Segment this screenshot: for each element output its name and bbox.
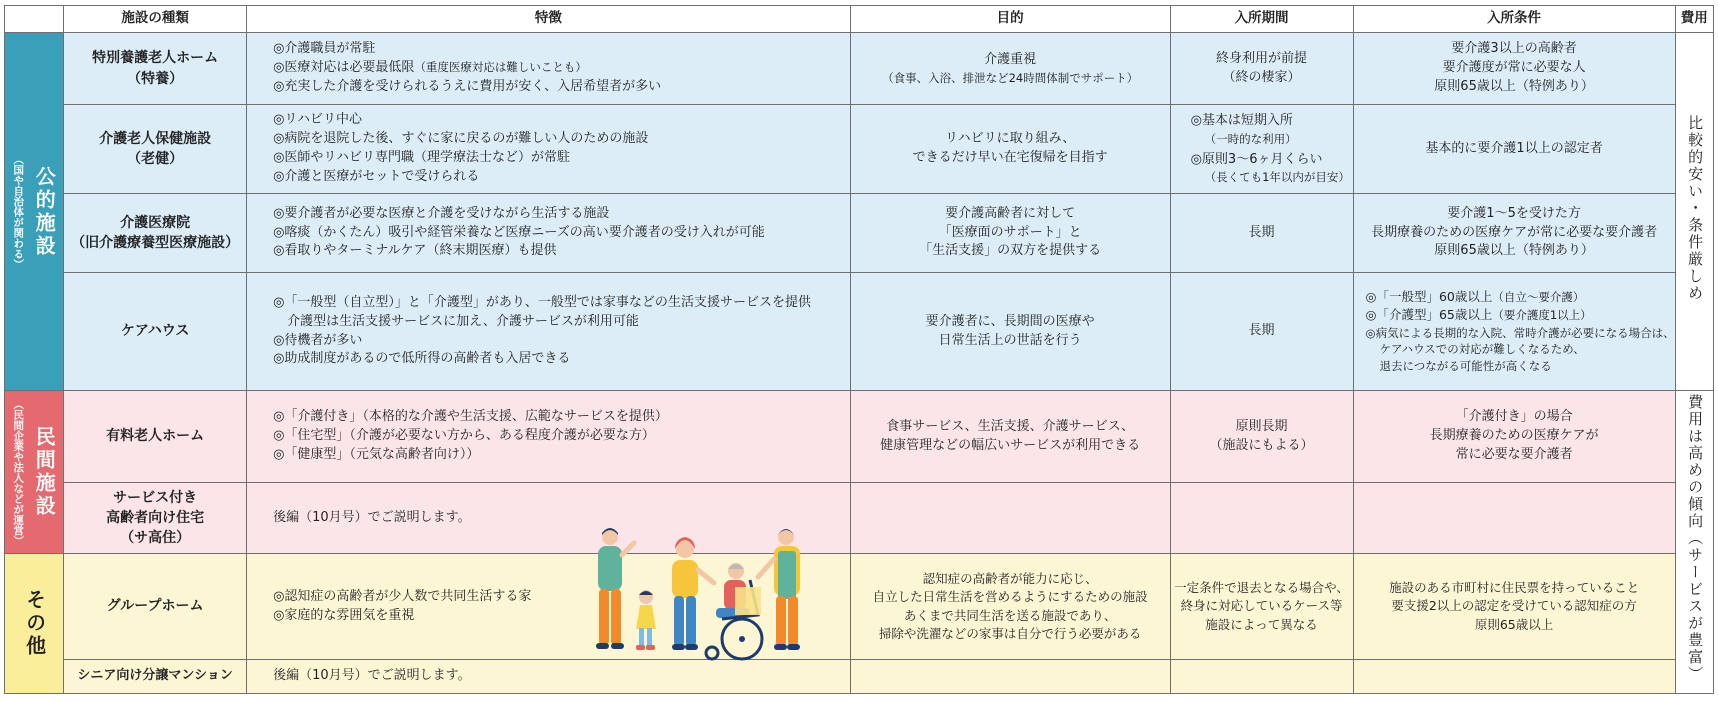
period-cell (1170, 194, 1353, 273)
condition-line: 要支援2以上の認定を受けている認知症の方 (1391, 598, 1637, 614)
cost-private (1675, 391, 1713, 694)
feature-item: ◎要介護者が必要な医療と介護を受けながら生活する施設 (273, 205, 610, 221)
period-line: （施設にもよる） (1209, 437, 1314, 453)
condition-line: 原則65歳以上 (1474, 616, 1554, 632)
conditions-cell (1353, 660, 1675, 694)
elder-wheelchair-figure (706, 563, 762, 659)
header-conditions: 入所条件 (1353, 6, 1675, 33)
condition-line: 要介護度が常に必要な人 (1442, 60, 1586, 76)
facility-name-line: 特別養護老人ホーム (92, 50, 219, 67)
purpose-line: 「医療面のサポート」と (938, 224, 1082, 240)
facility-comparison-table-wrap (4, 5, 1714, 699)
condition-line: 「介護付き」の場合 (1455, 409, 1573, 425)
feature-item: ◎充実した介護を受けられるうえに費用が安く、入居希望者が多い (273, 78, 662, 94)
features-cell (247, 391, 851, 483)
purpose-cell (850, 33, 1170, 105)
cost-public-text: 比較的安い・条件厳しめ (1686, 114, 1705, 302)
feature-item: ◎「介護付き」（本格的な介護や生活支援、広範なサービスを提供） (273, 409, 668, 425)
conditions-cell (1353, 194, 1675, 273)
facility-name (64, 273, 247, 391)
facility-name-line: 有料老人ホーム (106, 428, 205, 445)
features-cell (247, 194, 851, 273)
purpose-line: 健康管理などの幅広いサービスが利用できる (880, 437, 1141, 453)
man-figure (596, 528, 634, 649)
condition-text: ◎「介護型」65歳以上 (1365, 307, 1493, 323)
condition-text: ◎「一般型」60歳以上 (1365, 289, 1493, 305)
feature-item: ◎医師やリハビリ専門職（理学療法士など）が常駐 (273, 150, 571, 165)
facility-name-line: グループホーム (106, 598, 204, 615)
feature-item: 後編（10月号）でご説明します。 (273, 668, 471, 684)
header-cost: 費用 (1675, 6, 1713, 33)
feature-item: ◎介護職員が常駐 (273, 41, 376, 57)
facility-name (64, 33, 247, 105)
conditions-cell (1353, 483, 1675, 554)
feature-item (273, 59, 844, 78)
purpose-line: あくまで共同生活を送る施設であり、 (903, 607, 1117, 623)
row-roken (5, 105, 1714, 194)
feature-item: ◎喀痰（かくたん）吸引や経管栄養など医療ニーズの高い要介護者の受け入れが可能 (273, 224, 765, 240)
header-features: 特徴 (247, 6, 851, 33)
feature-item: ◎病院を退院した後、すぐに家に戻るのが難しい人のための施設 (273, 131, 649, 147)
category-public-sub: （国や自治体が関わる） (12, 153, 25, 270)
purpose-cell (850, 554, 1170, 660)
purpose-cell (850, 660, 1170, 694)
header-row (5, 6, 1714, 33)
purpose-line: 要介護高齢者に対して (945, 205, 1076, 221)
facility-name (64, 194, 247, 273)
condition-line: 要介護1～5を受けた方 (1447, 205, 1581, 221)
category-public-label: 公的施設 (32, 165, 57, 258)
facility-name (64, 660, 247, 694)
period-cell (1170, 33, 1353, 105)
period-line: 終身利用が前提 (1216, 50, 1308, 66)
condition-line (1366, 288, 1675, 306)
feature-item: ◎家庭的な雰囲気を重視 (273, 607, 415, 623)
feature-item-cont: 介護型は生活支援サービスに加え、介護サービスが利用可能 (287, 313, 639, 329)
facility-name-line: 介護老人保健施設 (99, 130, 212, 147)
condition-line: ◎病気による長期的な入院、常時介護が必要になる場合は、 (1365, 325, 1675, 340)
period-line: 原則長期 (1235, 418, 1288, 434)
purpose-cell (850, 391, 1170, 483)
feature-item: ◎待機者が多い (273, 332, 363, 348)
facility-name (64, 105, 247, 194)
condition-line (1366, 306, 1675, 324)
category-other (5, 554, 64, 694)
category-private-label: 民間施設 (32, 426, 57, 518)
period-line: 長期 (1248, 224, 1275, 240)
conditions-cell (1353, 391, 1675, 483)
condition-line: 施設のある市町村に住民票を持っていること (1389, 580, 1640, 596)
facility-name (64, 483, 247, 554)
condition-line: 基本的に要介護1以上の認定者 (1425, 140, 1603, 156)
caregiver-figure (758, 529, 800, 650)
features-cell (247, 105, 851, 194)
purpose-line: 掃除や洗濯などの家事は自分で行う必要がある (878, 625, 1142, 641)
facility-name-line: 介護医療院 (120, 214, 191, 231)
category-private (5, 391, 64, 554)
purpose-line: 介護重視 (984, 51, 1037, 67)
purpose-line: リハビリに取り組み、 (944, 131, 1076, 147)
period-cell (1170, 660, 1353, 694)
condition-line: 原則65歳以上（特例あり） (1434, 243, 1594, 259)
header-type: 施設の種類 (64, 6, 247, 33)
facility-name-line: サービス付き (113, 489, 198, 506)
purpose-cell (850, 194, 1170, 273)
feature-note: （重度医療対応は難しいことも） (414, 60, 587, 75)
facility-name (64, 391, 247, 483)
purpose-line: 要介護者に、長期間の医療や (925, 313, 1095, 329)
feature-item: ◎「住宅型」（介護が必要ない方から、ある程度介護が必要な方） (273, 428, 655, 444)
condition-line: 原則65歳以上（特例あり） (1434, 78, 1594, 94)
period-line: 長期 (1248, 323, 1275, 339)
features-cell (247, 33, 851, 105)
facility-name-line: ケアハウス (120, 323, 190, 340)
purpose-line: できるだけ早い在宅復帰を目指す (912, 150, 1108, 165)
condition-note: （要介護度1以上） (1492, 308, 1592, 323)
cost-public (1675, 33, 1713, 391)
period-cell (1170, 554, 1353, 660)
conditions-cell (1353, 33, 1675, 105)
facility-name-line: シニア向け分譲マンション (77, 668, 233, 684)
period-line: 一定条件で退去となる場合や、 (1174, 580, 1349, 596)
condition-line: 長期療養のための医療ケアが (1429, 428, 1599, 444)
purpose-cell (850, 273, 1170, 391)
feature-text: ◎医療対応は必要最低限 (273, 60, 415, 76)
feature-item: ◎リハビリ中心 (273, 112, 363, 128)
condition-line: 長期療養のための医療ケアが常に必要な要介護者 (1371, 224, 1658, 240)
header-purpose: 目的 (850, 6, 1170, 33)
period-cell (1170, 105, 1353, 194)
facility-name (64, 554, 247, 660)
feature-item: ◎「一般型（自立型）」と「介護型」があり、一般型では家事などの生活支援サービスを提供 (273, 294, 811, 310)
header-period: 入所期間 (1170, 6, 1353, 33)
category-other-label: その他 (22, 589, 47, 658)
period-note: （一時的な利用） (1204, 131, 1297, 146)
child-figure (636, 590, 656, 650)
condition-note: （自立～要介護） (1492, 290, 1585, 305)
period-cell (1170, 483, 1353, 554)
feature-item: ◎看取りやターミナルケア（終末期医療）も提供 (273, 243, 557, 259)
row-iryoin (5, 194, 1714, 273)
row-carehouse (5, 273, 1714, 391)
feature-item: ◎認知症の高齢者が少人数で共同生活する家 (273, 588, 532, 604)
facility-name-line: （旧介護療養型医療施設） (71, 235, 240, 251)
period-cell (1170, 273, 1353, 391)
conditions-cell (1353, 105, 1675, 194)
purpose-cell (850, 105, 1170, 194)
period-line: ◎原則3～6ヶ月くらい (1190, 151, 1323, 167)
facility-comparison-table (4, 5, 1714, 694)
condition-line: 常に必要な要介護者 (1455, 446, 1573, 462)
facility-name-line: （老健） (127, 151, 184, 167)
period-line: 終身に対応しているケース等 (1180, 598, 1343, 614)
features-cell (247, 273, 851, 391)
purpose-line: 認知症の高齢者が能力に応じ、 (922, 571, 1098, 587)
row-group (5, 554, 1714, 660)
purpose-line: 日常生活上の世話を行う (938, 332, 1082, 348)
purpose-line: 食事サービス、生活支援、介護サービス、 (886, 418, 1135, 434)
feature-item: 後編（10月号）でご説明します。 (273, 509, 471, 525)
row-tokuyo (5, 33, 1714, 105)
header-corner (5, 6, 64, 33)
feature-item: ◎介護と医療がセットで受けられる (273, 168, 480, 184)
feature-item: ◎「健康型」（元気な高齢者向け）） (273, 446, 480, 462)
period-cell (1170, 391, 1353, 483)
cost-private-text: 費用は高めの傾向（サービスが豊富） (1686, 394, 1705, 684)
conditions-cell (1353, 554, 1675, 660)
row-sakoju (5, 483, 1714, 554)
facility-name-line: （サ高住） (120, 530, 191, 547)
period-line: （終の棲家） (1222, 69, 1301, 85)
category-private-sub: （民間企業や法人などが運営） (12, 398, 25, 546)
facility-name-line: 高齢者向け住宅 (106, 509, 205, 526)
period-line: ◎基本は短期入所 (1190, 112, 1293, 128)
purpose-line: 「生活支援」の双方を提供する (919, 243, 1102, 259)
condition-line: 要介護3以上の高齢者 (1451, 41, 1577, 57)
conditions-cell (1353, 273, 1675, 391)
condition-line-cont: ケアハウスでの対応が難しくなるため、 (1379, 342, 1585, 357)
purpose-line: 自立した日常生活を営めるようにするための施設 (872, 589, 1148, 605)
purpose-cell (850, 483, 1170, 554)
woman-figure (672, 537, 714, 650)
period-note: （長くても1年以内が目安） (1204, 170, 1350, 185)
row-senior (5, 660, 1714, 694)
facility-name-line: （特養） (127, 70, 184, 87)
category-public (5, 33, 64, 391)
row-yuryo (5, 391, 1714, 483)
family-caregivers-illustration (590, 525, 822, 675)
condition-line-cont: 退去につながる可能性が高くなる (1379, 358, 1552, 373)
period-line: 施設によって異なる (1205, 616, 1318, 632)
purpose-note: （食事、入浴、排泄など24時間体制でサポート） (882, 70, 1139, 85)
feature-item: ◎助成制度があるので低所得の高齢者も入居できる (273, 351, 571, 367)
